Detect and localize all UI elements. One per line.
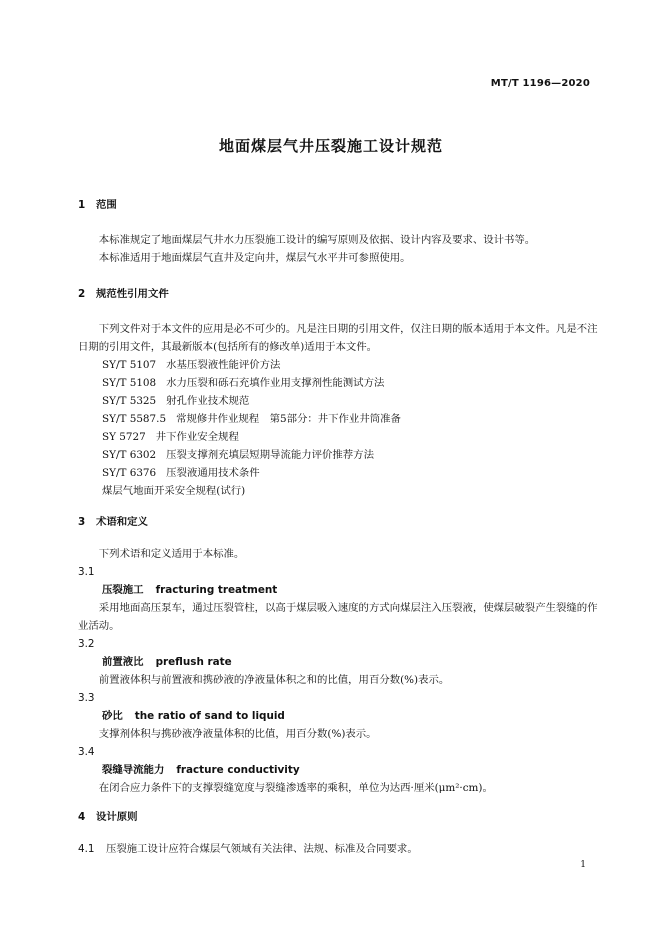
- term-number: 3.2: [78, 638, 95, 650]
- reference-title: 压裂液通用技术条件: [166, 467, 260, 479]
- reference-title: 煤层气地面开采安全规程(试行): [102, 485, 246, 497]
- term-en: fracture conductivity: [176, 764, 300, 776]
- term-number: 3.1: [78, 566, 95, 578]
- page-number: 1: [580, 860, 586, 870]
- reference-code: SY/T 5325: [102, 395, 157, 407]
- reference-code: SY/T 5107: [102, 359, 157, 371]
- section-terms-heading: [78, 513, 600, 531]
- section-references-heading: [78, 285, 600, 303]
- reference-item: [78, 482, 600, 500]
- reference-item: [78, 410, 600, 428]
- section-scope-heading: [78, 196, 600, 214]
- term-zh: 裂缝导流能力: [102, 764, 165, 776]
- term-en: fracturing treatment: [155, 584, 278, 596]
- clause: [78, 840, 600, 858]
- term-title: [78, 653, 600, 671]
- reference-title: 压裂支撑剂充填层短期导流能力评价推荐方法: [166, 449, 374, 461]
- reference-title: 水基压裂液性能评价方法: [166, 359, 281, 371]
- reference-code: SY/T 5587.5: [102, 413, 167, 425]
- section-title: 术语和定义: [96, 516, 148, 528]
- section-number: 3: [78, 516, 86, 528]
- paragraph: 本标准规定了地面煤层气井水力压裂施工设计的编写原则及依据、设计内容及要求、设计书等。: [98, 234, 536, 246]
- clause-text: 压裂施工设计应符合煤层气领域有关法律、法规、标准及合同要求。: [106, 843, 418, 855]
- section-number: 4: [78, 811, 86, 823]
- document-title: 地面煤层气井压裂施工设计规范: [218, 137, 443, 155]
- term-en: the ratio of sand to liquid: [134, 710, 285, 722]
- term-definition: 前置液体积与前置液和携砂液的净液量体积之和的比值，用百分数(%)表示。: [98, 674, 450, 686]
- paragraph: 本标准适用于地面煤层气直井及定向井，煤层气水平井可参照使用。: [98, 252, 411, 264]
- section-title: 规范性引用文件: [96, 288, 169, 300]
- standard-code: MT/T 1196—2020: [490, 78, 590, 89]
- term-title: [78, 761, 600, 779]
- term-definition: 采用地面高压泵车，通过压裂管柱，以高于煤层吸入速度的方式向煤层注入压裂液，使煤层破裂产生裂缝的作业活动。: [78, 602, 598, 632]
- reference-code: SY/T 5108: [102, 377, 157, 389]
- section-number: 2: [78, 288, 86, 300]
- reference-item: [78, 392, 600, 410]
- term-zh: 前置液比: [102, 656, 144, 668]
- reference-code: SY 5727: [102, 431, 146, 443]
- term-en: preflush rate: [155, 656, 232, 668]
- term-title: [78, 707, 600, 725]
- section-scope-body: [78, 231, 600, 267]
- reference-item: [78, 428, 600, 446]
- section-number: 1: [78, 199, 86, 211]
- reference-code: SY/T 6376: [102, 467, 157, 479]
- clause-number: 4.1: [78, 843, 95, 855]
- section-principles-heading: [78, 808, 600, 826]
- term-number: 3.4: [78, 746, 95, 758]
- reference-title: 常规修井作业规程 第5部分：井下作业井筒准备: [176, 413, 401, 425]
- reference-title: 射孔作业技术规范: [166, 395, 250, 407]
- reference-title: 井下作业安全规程: [155, 431, 239, 443]
- term-definition: 支撑剂体积与携砂液净液量体积的比值，用百分数(%)表示。: [98, 728, 377, 740]
- paragraph: 下列术语和定义适用于本标准。: [98, 548, 245, 560]
- term-definition: 在闭合应力条件下的支撑裂缝宽度与裂缝渗透率的乘积，单位为达西·厘米(μm²·cm)。: [98, 782, 493, 794]
- reference-item: [78, 464, 600, 482]
- reference-item: [78, 356, 600, 374]
- term-zh: 砂比: [102, 710, 123, 722]
- term-zh: 压裂施工: [102, 584, 144, 596]
- term-number: 3.3: [78, 692, 95, 704]
- term-title: [78, 581, 600, 599]
- reference-item: [78, 446, 600, 464]
- section-title: 范围: [96, 199, 117, 211]
- section-title: 设计原则: [96, 811, 138, 823]
- reference-title: 水力压裂和砾石充填作业用支撑剂性能测试方法: [166, 377, 385, 389]
- paragraph: 下列文件对于本文件的应用是必不可少的。凡是注日期的引用文件，仅注日期的版本适用于本文件。凡是不注日期的引用文件，其最新版本(包括所有的修改单)适用于本文件。: [78, 323, 598, 353]
- reference-item: [78, 374, 600, 392]
- reference-code: SY/T 6302: [102, 449, 157, 461]
- section-terms-body: [78, 545, 600, 797]
- section-references-body: [78, 320, 600, 500]
